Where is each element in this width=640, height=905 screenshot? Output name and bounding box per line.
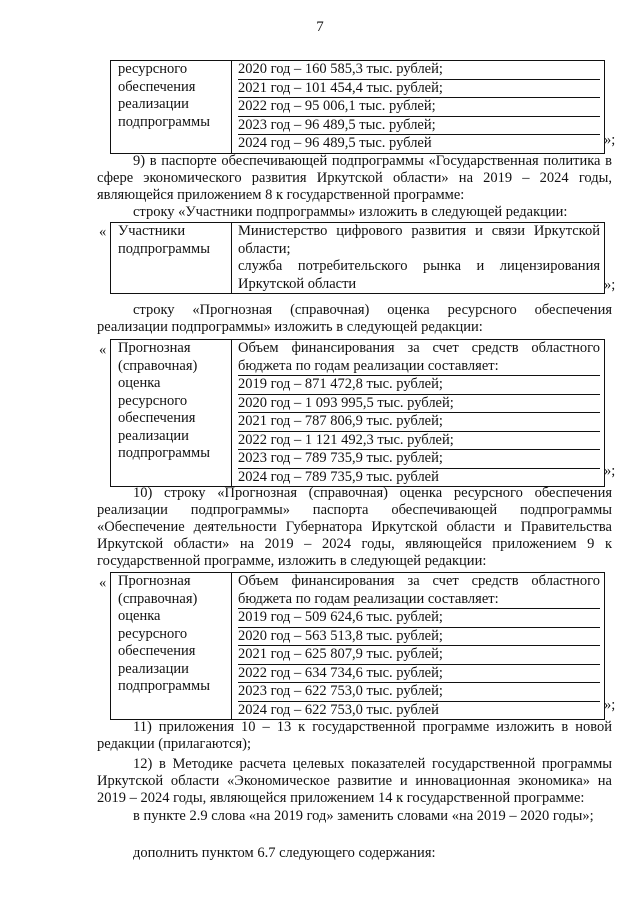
year-value: 2020 год – 563 513,8 тыс. рублей; <box>238 628 600 647</box>
opening-quote: « <box>99 575 107 591</box>
table-resource-continuation <box>110 60 605 154</box>
closing-quote: »; <box>604 277 616 293</box>
year-value: 2019 год – 509 624,6 тыс. рублей; <box>238 609 600 628</box>
participant-line: служба потребительского рынка и лицензирования <box>238 258 600 274</box>
label-line: (справочная) <box>118 590 198 607</box>
participant-line: Министерство цифрового развития и связи Иркутской <box>238 223 600 239</box>
funding-header: Объем финансирования за счет средств областного <box>238 573 600 589</box>
label-line: подпрограммы <box>118 445 210 461</box>
paragraph-12-item-6-7: дополнить пунктом 6.7 следующего содержания: <box>133 845 436 861</box>
table-label-cell <box>111 340 232 486</box>
year-value: 2022 год – 1 121 492,3 тыс. рублей; <box>238 432 600 451</box>
table-participants <box>110 222 605 294</box>
participant-line: Иркутской области <box>238 275 357 292</box>
closing-quote: »; <box>604 697 616 713</box>
table-label-cell <box>111 573 232 719</box>
year-value: 2023 год – 789 735,9 тыс. рублей; <box>238 450 600 469</box>
label-line: ресурсного <box>118 61 188 77</box>
label-line: Прогнозная <box>118 573 191 589</box>
funding-header: Объем финансирования за счет средств областного <box>238 340 600 356</box>
opening-quote: « <box>99 224 107 240</box>
year-value: 2024 год – 789 735,9 тыс. рублей <box>238 468 439 485</box>
label-line: ресурсного <box>118 392 188 409</box>
label-line: (справочная) <box>118 357 198 374</box>
paragraph-9-forecast: строку «Прогнозная (справочная) оценка ресурсного обеспечения реализации подпрограммы» изложить в следующей редакции: <box>97 302 612 335</box>
paragraph-9: 9) в паспорте обеспечивающей подпрограммы «Государственная политика в сфере экономического развития Иркутской области» на 2019 – 2024 годы, являющейся приложением 8 к государственной программе: <box>97 153 612 203</box>
year-value: 2023 год – 622 753,0 тыс. рублей; <box>238 683 600 702</box>
label-line: подпрограммы <box>118 240 210 257</box>
paragraph-9-participants: строку «Участники подпрограммы» изложить в следующей редакции: <box>133 204 568 220</box>
label-line: подпрограммы <box>118 678 210 694</box>
year-value: 2020 год – 160 585,3 тыс. рублей; <box>238 61 600 80</box>
label-line: Участники <box>118 223 186 239</box>
table-label-cell <box>111 61 232 153</box>
paragraph-12-item-2-9: в пункте 2.9 слова «на 2019 год» заменить словами «на 2019 – 2020 годы»; <box>133 808 594 824</box>
table-label-cell <box>111 223 232 293</box>
page-number: 7 <box>316 19 324 35</box>
paragraph-12: 12) в Методике расчета целевых показателей государственной программы Иркутской области «Экономическое развитие и инновационная экономика» на 2019 – 2024 годы, являющейся приложением 14 к государственной программе: <box>97 756 612 806</box>
table-value-cell <box>232 223 604 293</box>
year-value: 2024 год – 622 753,0 тыс. рублей <box>238 701 439 718</box>
label-line: оценка <box>118 375 161 391</box>
closing-quote: »; <box>604 132 616 148</box>
label-line: обеспечения <box>118 410 196 426</box>
label-line: оценка <box>118 608 161 624</box>
paragraph-10: 10) строку «Прогнозная (справочная) оценка ресурсного обеспечения реализации подпрограммы» паспорта обеспечивающей подпрограммы «Обеспечение деятельности Губернатора Иркутской области и Правительства Иркутской области» на 2019 – 2024 годы, являющейся приложением 9 к государственной программе, изложить в следующей редакции: <box>97 485 612 569</box>
year-value: 2021 год – 101 454,4 тыс. рублей; <box>238 80 600 99</box>
year-value: 2019 год – 871 472,8 тыс. рублей; <box>238 376 600 395</box>
table-value-cell <box>232 573 604 719</box>
label-line: обеспечения <box>118 78 196 95</box>
year-value: 2023 год – 96 489,5 тыс. рублей; <box>238 117 600 136</box>
participant-line: области; <box>238 240 291 257</box>
year-value: 2021 год – 787 806,9 тыс. рублей; <box>238 413 600 432</box>
funding-header: бюджета по годам реализации составляет: <box>238 591 600 610</box>
year-value: 2022 год – 634 734,6 тыс. рублей; <box>238 665 600 684</box>
year-value: 2024 год – 96 489,5 тыс. рублей <box>238 135 432 151</box>
table-value-cell <box>232 340 604 486</box>
opening-quote: « <box>99 342 107 358</box>
table-value-cell <box>232 61 604 153</box>
label-line: обеспечения <box>118 643 196 659</box>
label-line: реализации <box>118 96 189 112</box>
paragraph-11: 11) приложения 10 – 13 к государственной программе изложить в новой редакции (прилагаются); <box>97 719 612 752</box>
label-line: подпрограммы <box>118 113 210 130</box>
table-forecast-subprogram-9 <box>110 572 605 720</box>
closing-quote: »; <box>604 463 616 479</box>
year-value: 2022 год – 95 006,1 тыс. рублей; <box>238 98 600 117</box>
label-line: реализации <box>118 660 189 677</box>
label-line: Прогнозная <box>118 340 191 356</box>
funding-header: бюджета по годам реализации составляет: <box>238 358 600 377</box>
year-value: 2021 год – 625 807,9 тыс. рублей; <box>238 646 600 665</box>
label-line: реализации <box>118 427 189 444</box>
table-forecast-subprogram-8 <box>110 339 605 487</box>
year-value: 2020 год – 1 093 995,5 тыс. рублей; <box>238 395 600 414</box>
label-line: ресурсного <box>118 625 188 642</box>
